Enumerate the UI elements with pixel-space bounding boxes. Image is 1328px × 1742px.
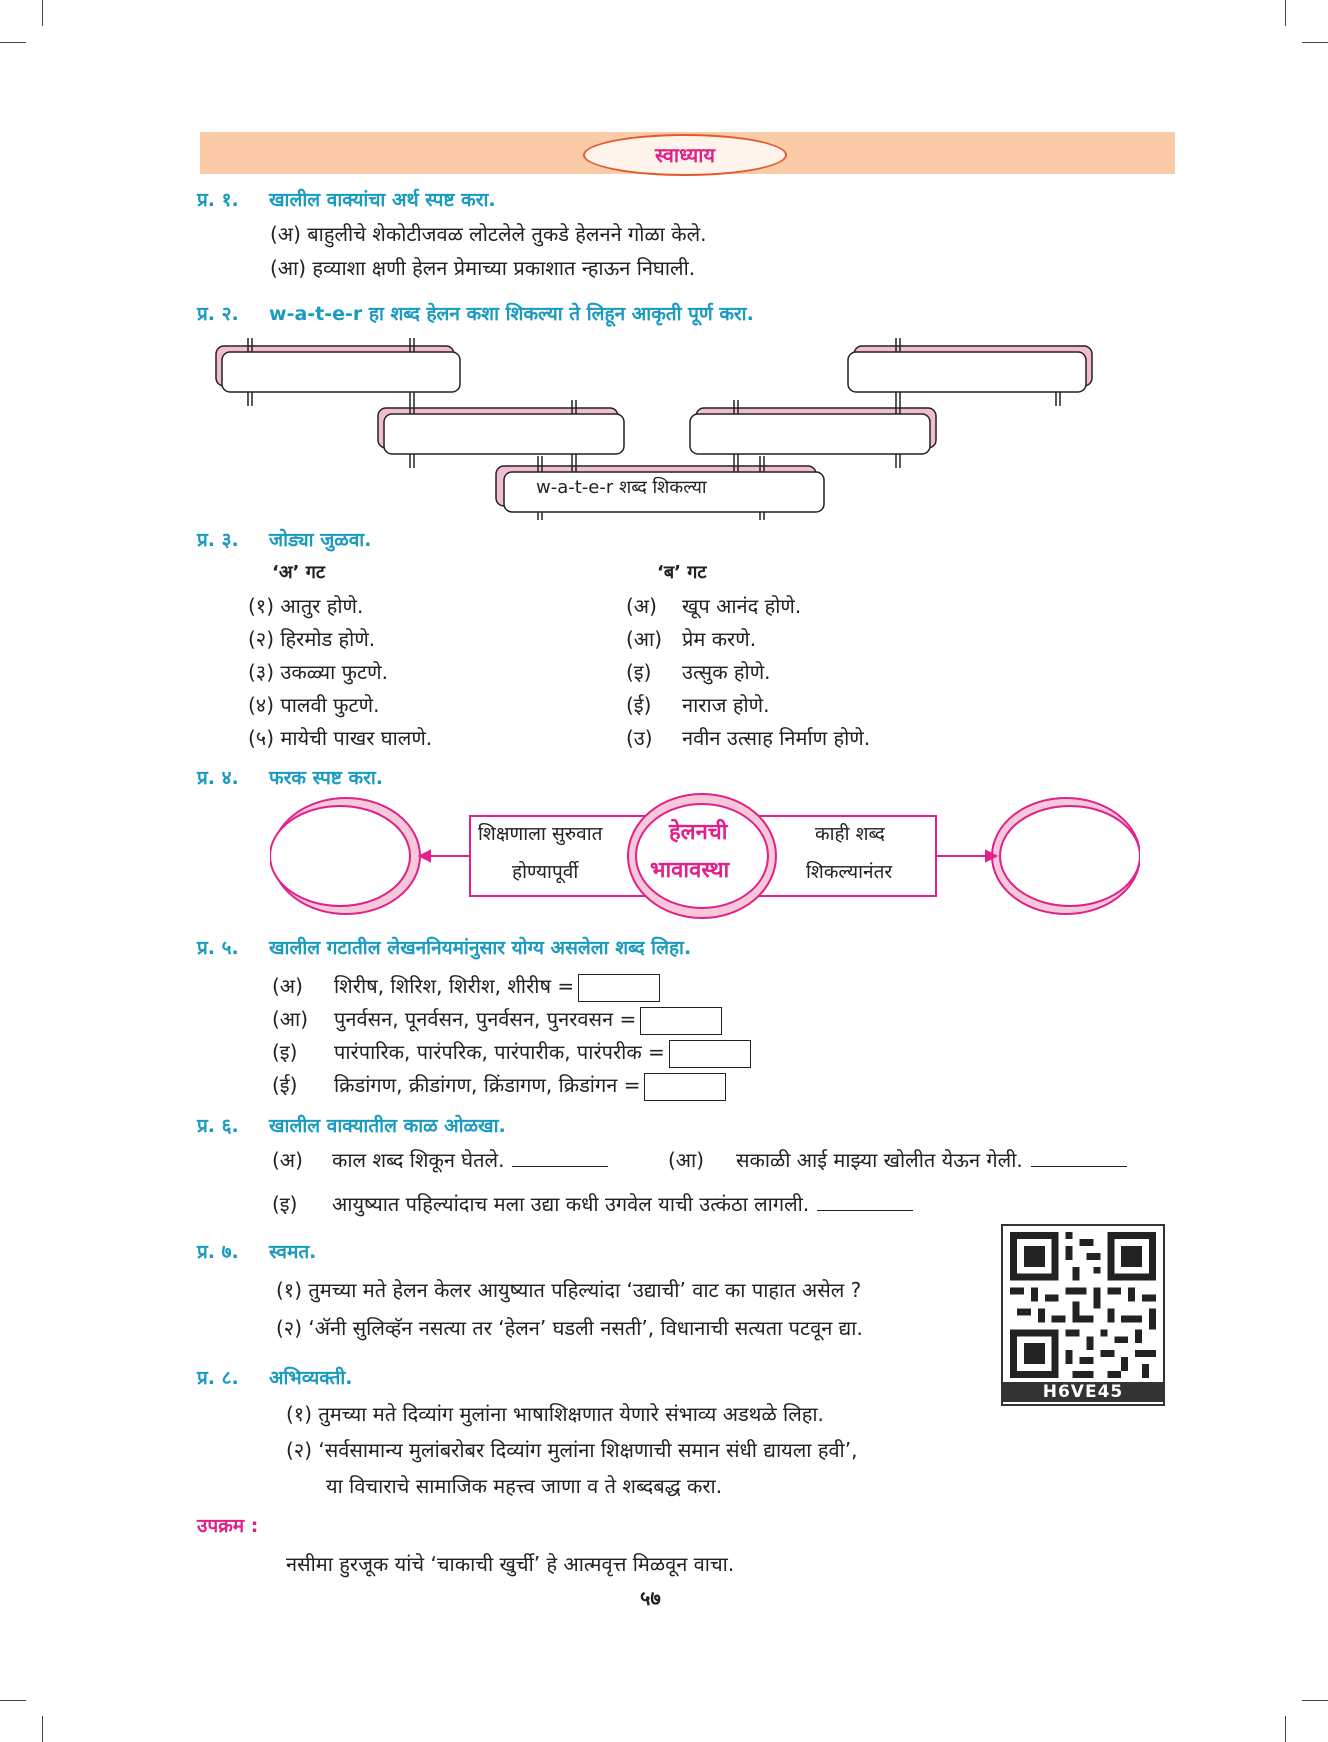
- question-number: प्र. ४.: [197, 767, 239, 789]
- question-number: प्र. ७.: [197, 1241, 239, 1263]
- question-title: स्वमत.: [269, 1241, 317, 1263]
- after-label-line2: शिकल्यानंतर: [806, 861, 893, 883]
- match-a-item: (३) उकळ्या फुटणे.: [248, 660, 388, 684]
- expression-item-2-line1: (२) ‘सर्वसामान्य मुलांबरोबर दिव्यांग मुलांना शिक्षणाची समान संधी द्यायला हवी’,: [286, 1438, 858, 1462]
- spelling-item: (आ) पुनर्वसन, पूनर्वसन, पुनर्वसन, पुनरवसन =: [272, 1005, 722, 1035]
- match-a-item: (२) हिरमोड होणे.: [248, 627, 376, 651]
- question-number: प्र. १.: [197, 189, 239, 211]
- question-title: अभिव्यक्ती.: [269, 1367, 353, 1389]
- spelling-item: (अ) शिरीष, शिरिश, शिरीश, शीरीष =: [272, 972, 660, 1002]
- tense-item-a: (अ) काल शब्द शिकून घेतले.: [272, 1146, 608, 1173]
- question-title: खालील गटातील लेखननियमांनुसार योग्य असलेला शब्द लिहा.: [269, 937, 692, 959]
- question-number: प्र. ६.: [197, 1115, 239, 1137]
- crop-mark: [0, 42, 26, 43]
- answer-box[interactable]: [578, 974, 660, 1002]
- spelling-item: (इ) पारंपारिक, पारंपरिक, पारंपारीक, पारंपरीक =: [272, 1038, 751, 1068]
- question-number: प्र. ८.: [197, 1367, 239, 1389]
- page-title: स्वाध्याय: [583, 134, 787, 176]
- question-title: जोड्या जुळवा.: [269, 529, 372, 551]
- after-label-line1: काही शब्द: [815, 823, 885, 845]
- answer-blank[interactable]: [817, 1210, 913, 1211]
- opinion-item-1: (१) तुमच्या मते हेलन केलर आयुष्यात पहिल्यांदा ‘उद्याची’ वाट का पाहात असेल ?: [276, 1278, 862, 1302]
- question-2-heading: [197, 300, 754, 326]
- answer-blank[interactable]: [512, 1166, 608, 1167]
- question-number: प्र. ५.: [197, 937, 239, 959]
- qr-pattern-icon: [1010, 1232, 1156, 1378]
- question-title: फरक स्पष्ट करा.: [269, 767, 384, 789]
- qr-code[interactable]: [1001, 1224, 1165, 1406]
- tense-item-c: (इ) आयुष्यात पहिल्यांदाच मला उद्या कधी उगवेल याची उत्कंठा लागली.: [272, 1190, 913, 1217]
- answer-box[interactable]: [644, 1073, 726, 1101]
- match-b-item: (अ) खूप आनंद होणे.: [626, 594, 802, 618]
- question-title: खालील वाक्यांचा अर्थ स्पष्ट करा.: [269, 189, 496, 211]
- q1-item-b: (आ) हव्याशा क्षणी हेलन प्रेमाच्या प्रकाशात न्हाऊन निघाली.: [270, 256, 696, 280]
- tense-item-b: (आ) सकाळी आई माझ्या खोलीत येऊन गेली.: [668, 1146, 1127, 1173]
- center-label-line1: हेलनची: [669, 820, 728, 845]
- question-5-heading: [197, 934, 691, 960]
- crop-mark: [1285, 0, 1286, 26]
- crop-mark: [0, 1700, 26, 1701]
- question-1-heading: [197, 186, 496, 212]
- crop-mark: [42, 1716, 43, 1742]
- before-label-line1: शिक्षणाला सुरुवात: [478, 823, 603, 845]
- match-b-item: (उ) नवीन उत्साह निर्माण होणे.: [626, 726, 871, 750]
- question-title: खालील वाक्यातील काळ ओळखा.: [269, 1115, 506, 1137]
- question-number: प्र. २.: [197, 303, 239, 325]
- expression-item-1: (१) तुमच्या मते दिव्यांग मुलांना भाषाशिक्षणात येणारे संभाव्य अडथळे लिहा.: [286, 1402, 824, 1426]
- match-b-item: (आ) प्रेम करणे.: [626, 627, 757, 651]
- crop-mark: [1285, 1716, 1286, 1742]
- match-a-item: (५) मायेची पाखर घालणे.: [248, 726, 433, 750]
- match-a-item: (४) पालवी फुटणे.: [248, 693, 380, 717]
- question-title: w-a-t-e-r हा शब्द हेलन कशा शिकल्या ते लिहून आकृती पूर्ण करा.: [269, 303, 754, 325]
- answer-box[interactable]: [669, 1040, 751, 1068]
- question-3-heading: [197, 526, 371, 552]
- column-a-heading: ‘अ’ गट: [272, 562, 325, 583]
- question-number: प्र. ३.: [197, 529, 239, 551]
- spelling-item: (ई) क्रिडांगण, क्रीडांगण, क्रिंडागण, क्रिडांगन =: [272, 1071, 726, 1101]
- activity-text: नसीमा हुरजूक यांचे ‘चाकाची खुर्ची’ हे आत्मवृत्त मिळवून वाचा.: [286, 1552, 735, 1576]
- page-number: ५७: [640, 1586, 661, 1610]
- question-6-heading: [197, 1112, 506, 1138]
- crop-mark: [42, 0, 43, 26]
- qr-code-label: H6VE45: [1003, 1382, 1163, 1402]
- activity-label: उपक्रम :: [197, 1515, 259, 1537]
- match-b-item: (इ) उत्सुक होणे.: [626, 660, 771, 684]
- expression-item-2-line2: या विचाराचे सामाजिक महत्त्व जाणा व ते शब्दबद्ध करा.: [326, 1474, 723, 1498]
- q1-item-a: (अ) बाहुलीचे शेकोटीजवळ लोटलेले तुकडे हेलनने गोळा केले.: [270, 222, 707, 246]
- crop-mark: [1302, 42, 1328, 43]
- match-a-item: (१) आतुर होणे.: [248, 594, 364, 618]
- final-step-box: w-a-t-e-r शब्द शिकल्या: [536, 477, 707, 498]
- match-b-item: (ई) नाराज होणे.: [626, 693, 770, 717]
- center-label-line2: भावावस्था: [650, 858, 730, 883]
- answer-box[interactable]: [640, 1007, 722, 1035]
- answer-blank[interactable]: [1031, 1166, 1127, 1167]
- question-8-heading: [197, 1364, 352, 1390]
- column-b-heading: ‘ब’ गट: [657, 562, 707, 583]
- before-label-line2: होण्यापूर्वी: [512, 861, 579, 883]
- crop-mark: [1302, 1700, 1328, 1701]
- question-7-heading: [197, 1238, 316, 1264]
- opinion-item-2: (२) ‘ॲनी सुलिव्हॅन नसत्या तर ‘हेलन’ घडली नसती’, विधानाची सत्यता पटवून द्या.: [276, 1316, 863, 1340]
